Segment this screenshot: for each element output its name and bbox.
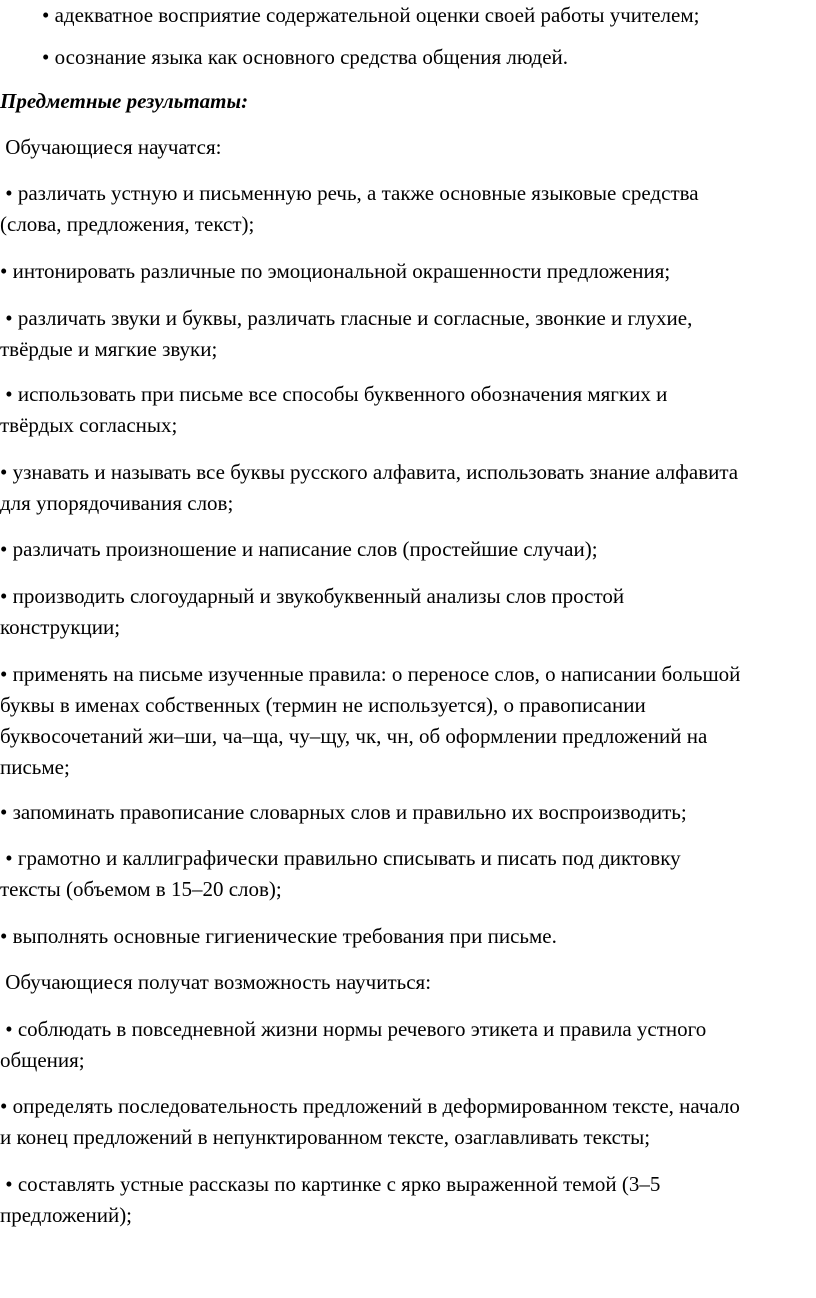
text-line: • соблюдать в повседневной жизни нормы речевого этикета и правила устного [0, 1017, 707, 1041]
text-line: конструкции; [0, 615, 121, 639]
intro-students-will-learn [0, 132, 816, 163]
text-line: и конец предложений в непунктированном тексте, озаглавливать тексты; [0, 1125, 651, 1149]
text-line: • различать звуки и буквы, различать гласные и согласные, звонкие и глухие, [0, 306, 693, 330]
text-line: общения; [0, 1048, 85, 1072]
bullet-oral-stories [0, 1169, 816, 1231]
text-line: • узнавать и называть все буквы русского алфавита, использовать знание алфавита [0, 460, 739, 484]
bullet-dictionary-words [0, 797, 816, 828]
text-line: Обучающиеся научатся: [0, 135, 222, 159]
bullet-alphabet [0, 457, 816, 519]
text-line: буквы в именах собственных (термин не используется), о правописании [0, 693, 646, 717]
text-line: предложений); [0, 1203, 133, 1227]
text-line: • использовать при письме все способы буквенного обозначения мягких и [0, 382, 668, 406]
bullet-language-awareness [0, 42, 816, 73]
text-line: твёрдых согласных; [0, 413, 178, 437]
bullet-speech-etiquette [0, 1014, 816, 1076]
bullet-calligraphy [0, 843, 816, 905]
text-line: • выполнять основные гигиенические требования при письме. [0, 924, 557, 948]
text-line: письме; [0, 755, 70, 779]
bullet-pronunciation [0, 534, 816, 565]
text-line: Обучающиеся получат возможность научиться: [0, 970, 432, 994]
bullet-hygiene [0, 921, 816, 952]
bullet-writing-rules [0, 659, 816, 783]
text-line: • различать устную и письменную речь, а также основные языковые средства [0, 181, 699, 205]
text-line: • грамотно и каллиграфически правильно списывать и писать под диктовку [0, 846, 681, 870]
text-line: • осознание языка как основного средства общения людей. [0, 45, 569, 69]
text-line: • составлять устные рассказы по картинке с ярко выраженной темой (3–5 [0, 1172, 661, 1196]
text-line: • различать произношение и написание слов (простейшие случаи); [0, 537, 598, 561]
text-line: буквосочетаний жи–ши, ча–ща, чу–щу, чк, чн, об оформлении предложений на [0, 724, 708, 748]
section-heading-subject-results [0, 86, 816, 117]
bullet-adequate-perception [0, 0, 816, 31]
text-line: • определять последовательность предложений в деформированном тексте, начало [0, 1094, 740, 1118]
text-line: • интонировать различные по эмоциональной окрашенности предложения; [0, 259, 671, 283]
text-line: для упорядочивания слов; [0, 491, 234, 515]
heading-text: Предметные результаты: [0, 89, 249, 113]
bullet-intonation [0, 256, 816, 287]
text-line: тексты (объемом в 15–20 слов); [0, 877, 282, 901]
bullet-soft-hard-consonants [0, 379, 816, 441]
bullet-distinguish-speech [0, 178, 816, 240]
intro-students-opportunity [0, 967, 816, 998]
text-line: твёрдые и мягкие звуки; [0, 337, 218, 361]
bullet-sounds-letters [0, 303, 816, 365]
text-line: • производить слогоударный и звукобуквенный анализы слов простой [0, 584, 625, 608]
text-line: • адекватное восприятие содержательной оценки своей работы учителем; [0, 3, 700, 27]
bullet-sentence-order [0, 1091, 816, 1153]
text-line: • запоминать правописание словарных слов и правильно их воспроизводить; [0, 800, 687, 824]
bullet-syllable-analysis [0, 581, 816, 643]
text-line: • применять на письме изученные правила: о переносе слов, о написании большой [0, 662, 741, 686]
text-line: (слова, предложения, текст); [0, 212, 255, 236]
